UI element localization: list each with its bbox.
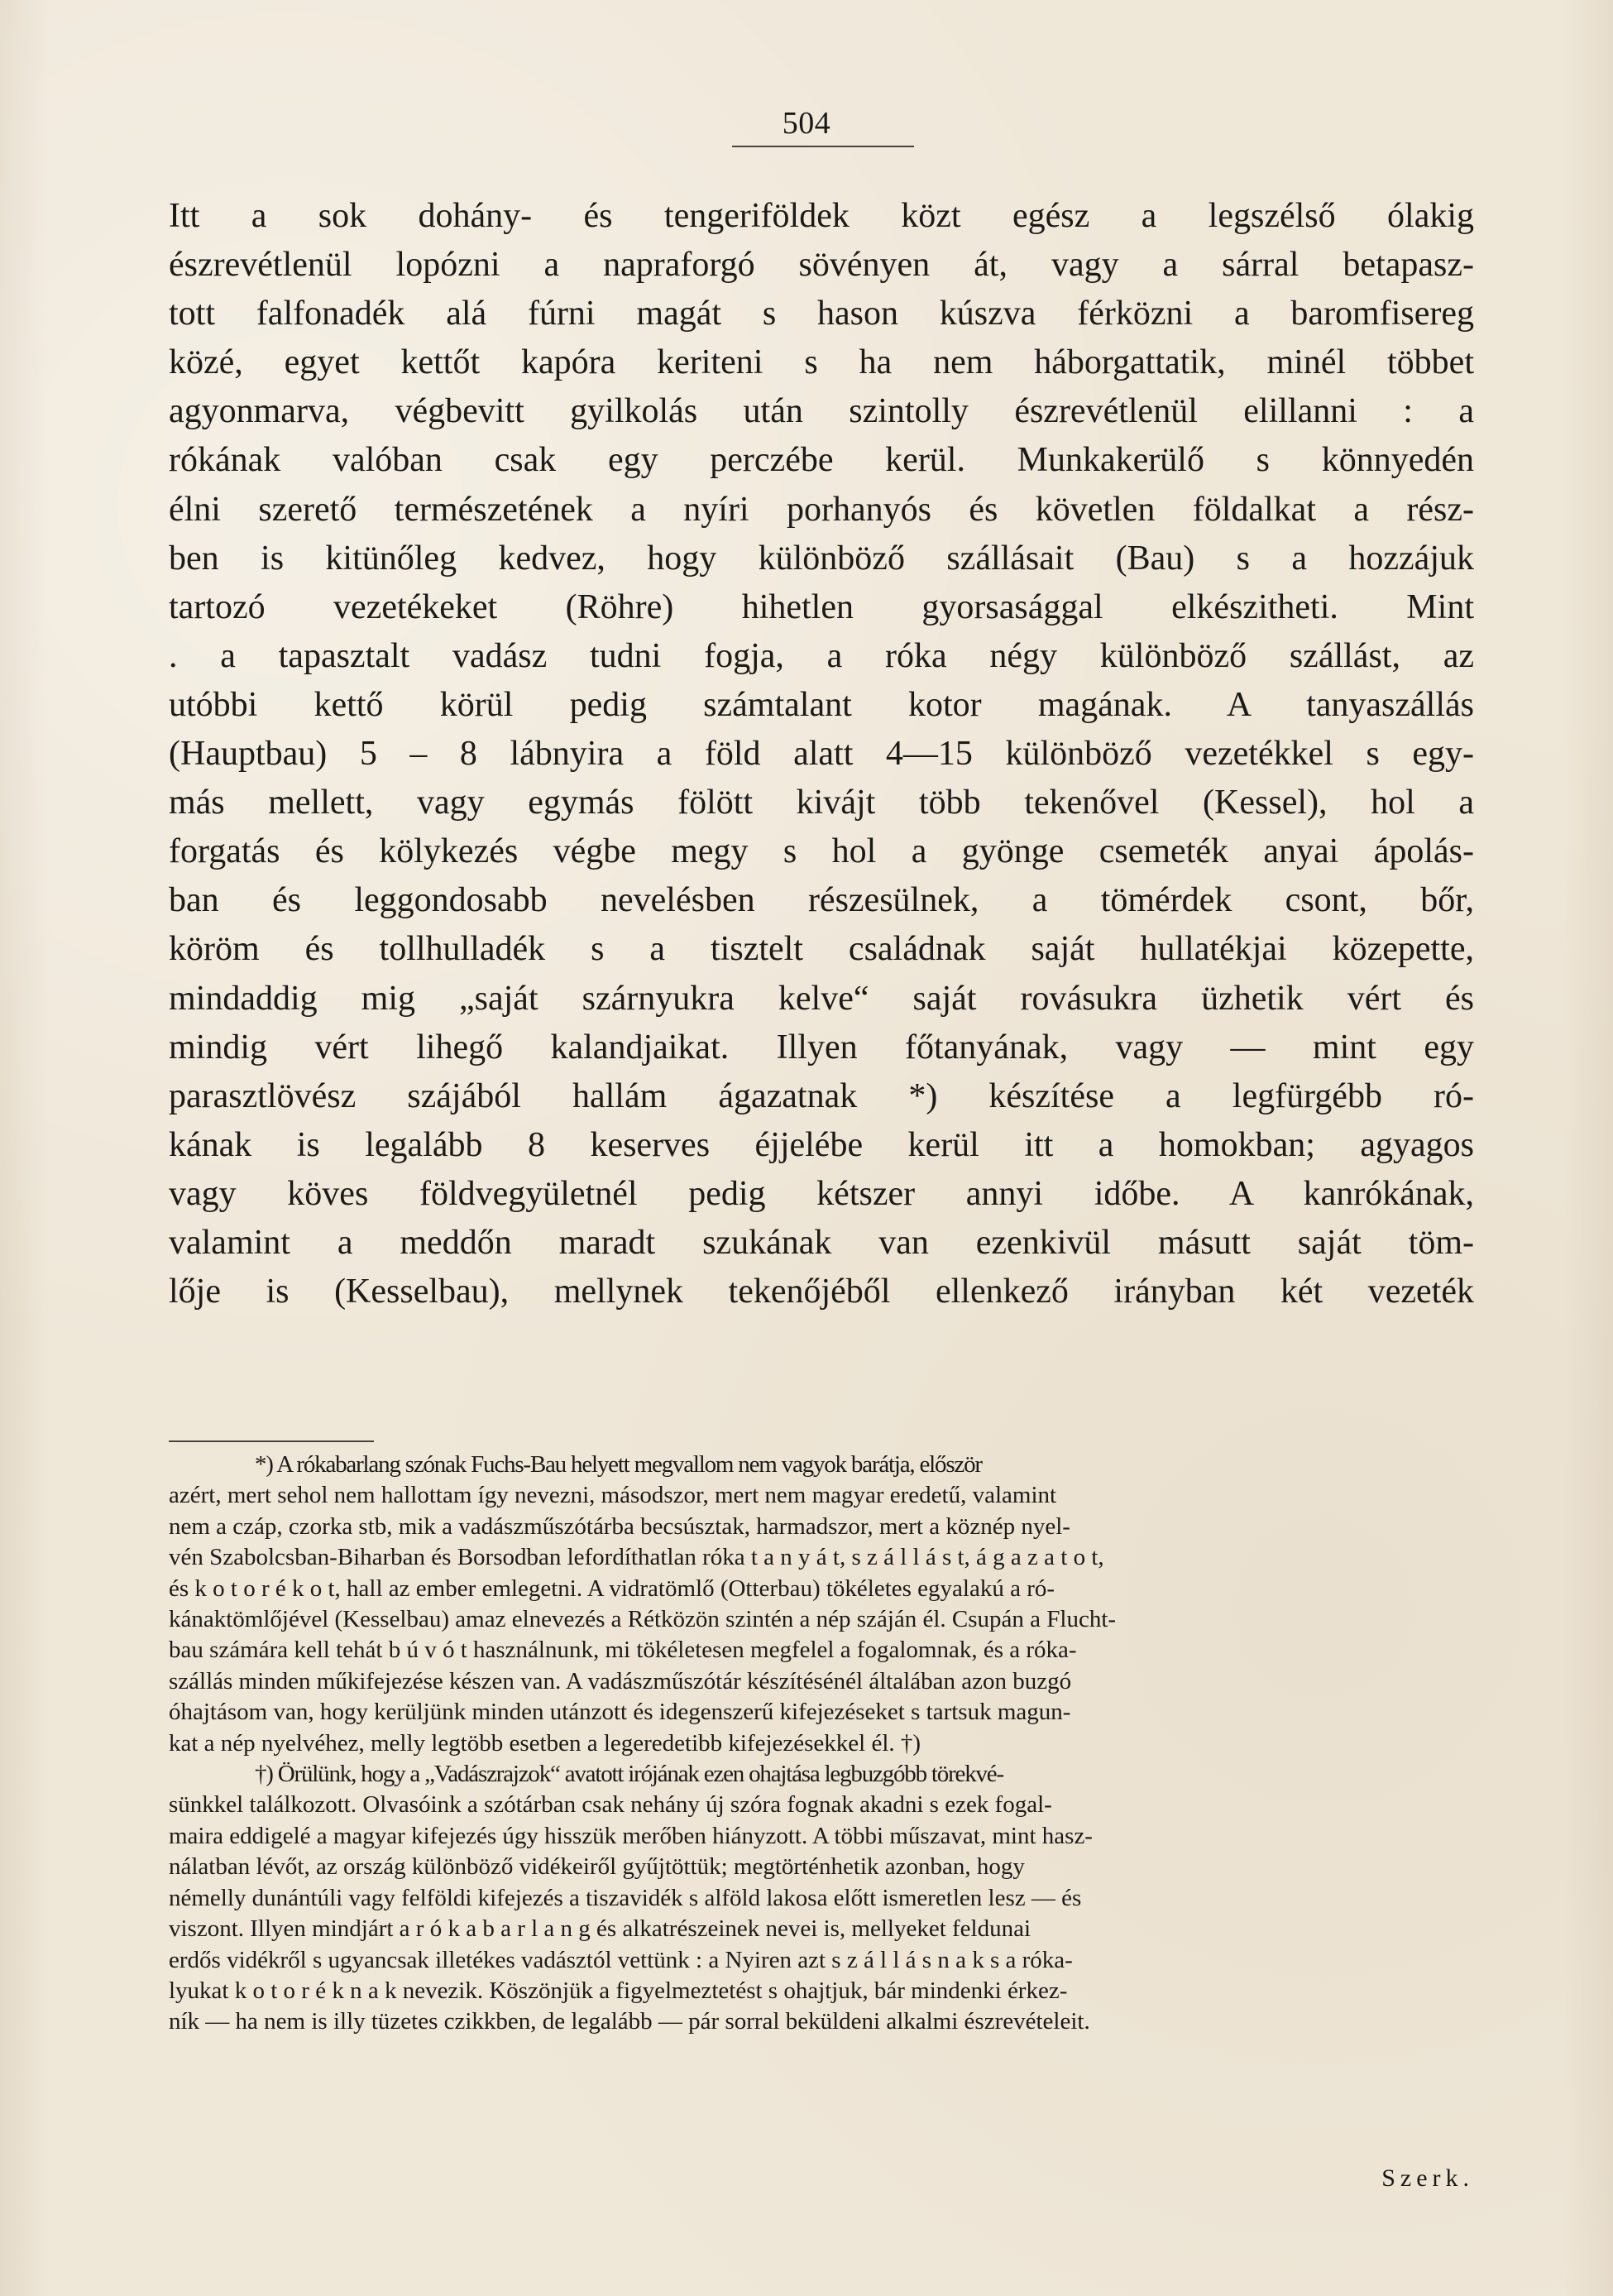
body-text-line: közé, egyet kettőt kapóra keriteni s ha nem háborgattatik, minél többet	[169, 343, 1474, 382]
body-text-line: rókának valóban csak egy perczébe kerül. Munkakerülő s könnyedén	[169, 441, 1474, 480]
body-text-line: tott falfonadék alá fúrni magát s hason kúszva férközni a baromfisereg	[169, 295, 1474, 333]
footnote-line: óhajtásom van, hogy kerüljünk minden utánzott és idegenszerű kifejezéseket s tartsuk magun-	[169, 1699, 1071, 1726]
body-text-line: . a tapasztalt vadász tudni fogja, a róka négy különböző szállást, az	[169, 636, 1474, 675]
footnote-line: kánaktömlőjével (Kesselbau) amaz elnevezés a Rétközön szintén a nép száján él. Csupán a Flucht-	[169, 1606, 1117, 1633]
footnote-line: nem a czáp, czorka stb, mik a vadászműszótárba becsúsztak, harmadszor, mert a köznép nyel-	[169, 1512, 1070, 1540]
editor-signature: Szerk.	[1381, 2164, 1474, 2192]
body-text-line: mindig vért lihegő kalandjaikat. Illyen főtanyának, vagy — mint egy	[169, 1028, 1474, 1067]
footnote-line: maira eddigelé a magyar kifejezés úgy hisszük merőben hiányzott. A többi műszavat, mint hasz-	[169, 1822, 1093, 1849]
body-text-line: ben is kitünőleg kedvez, hogy különböző szállásait (Bau) s a hozzájuk	[169, 539, 1474, 578]
main-body-text	[169, 192, 1474, 1417]
header-rule	[732, 146, 914, 147]
footnote-line: ník — ha nem is illy tüzetes czikkben, de legalább — pár sorral beküldeni alkalmi észrevételeit.	[169, 2008, 1090, 2035]
body-text-line: parasztlövész szájából hallám ágazatnak *) készítése a legfürgébb ró-	[169, 1076, 1474, 1115]
body-text-line: kának is legalább 8 keserves éjjelébe kerül itt a homokban; agyagos	[169, 1125, 1474, 1164]
body-text-line: valamint a meddőn maradt szukának van ezenkivül másutt saját töm-	[169, 1223, 1474, 1262]
footnote-line: viszont. Illyen mindjárt a r ó k a b a r l a n g és alkatrészeinek nevei is, mellyeket feldunai	[169, 1915, 1031, 1943]
body-text-line: tartozó vezetékeket (Röhre) hihetlen gyorsasággal elkészitheti. Mint	[169, 587, 1474, 626]
footnote-rule	[169, 1440, 374, 1442]
footnote-line: lyukat k o t o r é k n a k nevezik. Köszönjük a figyelmeztetést s ohajtjuk, bár mindenki érkez-	[169, 1977, 1068, 2004]
footnote-line: bau számára kell tehát b ú v ó t használnunk, mi tökéletesen megfelel a fogalomnak, és a róka-	[169, 1637, 1077, 1664]
footnote-line: nálatban lévőt, az ország különböző vidékeiről gyűjtöttük; megtörténhetik azonban, hogy	[169, 1853, 1025, 1881]
body-text-line: lője is (Kesselbau), mellynek tekenőjéből ellenkező irányban két vezeték	[169, 1273, 1474, 1311]
footnote-line: *) A rókabarlang szónak Fuchs-Bau helyett megvallom nem vagyok barátja, először	[255, 1451, 982, 1478]
body-text-line: mindaddig mig „saját szárnyukra kelve“ saját rovásukra üzhetik vért és	[169, 979, 1474, 1018]
body-text-line: utóbbi kettő körül pedig számtalant kotor magának. A tanyaszállás	[169, 685, 1474, 724]
body-text-line: vagy köves földvegyületnél pedig kétszer annyi időbe. A kanrókának,	[169, 1174, 1474, 1213]
footnote-line: némelly dunántúli vagy felföldi kifejezés a tiszavidék s alföld lakosa előtt ismeretlen lesz — és	[169, 1884, 1082, 1911]
footnote-line: kat a nép nyelvéhez, melly legtöbb esetben a legeredetibb kifejezésekkel él. †)	[169, 1729, 921, 1757]
footnotes	[169, 1450, 1474, 2169]
body-text-line: forgatás és kölykezés végbe megy s hol a gyönge csemeték anyai ápolás-	[169, 832, 1474, 871]
footnote-line: †) Örülünk, hogy a „Vadászrajzok“ avatott irójának ezen ohajtása legbuzgóbb törekvé-	[255, 1761, 1003, 1788]
body-text-line: más mellett, vagy egymás fölött kivájt több tekenővel (Kessel), hol a	[169, 784, 1474, 822]
footnote-line: és k o t o r é k o t, hall az ember emlegetni. A vidratömlő (Otterbau) tökéletes egyalakú a ró-	[169, 1575, 1055, 1602]
body-text-line: Itt a sok dohány- és tengeriföldek közt egész a legszélső ólakig	[169, 197, 1474, 235]
page-header	[0, 108, 1613, 139]
footnote-line: szállás minden műkifejezése készen van. A vadászműszótár készítésénél általában azon buzgó	[169, 1667, 1072, 1694]
footnote-line: azért, mert sehol nem hallottam így nevezni, másodszor, mert nem magyar eredetű, valamint	[169, 1482, 1057, 1509]
page-number: 504	[782, 106, 831, 141]
body-text-line: ban és leggondosabb nevelésben részesülnek, a tömérdek csont, bőr,	[169, 881, 1474, 920]
body-text-line: (Hauptbau) 5 – 8 lábnyira a föld alatt 4—15 különböző vezetékkel s egy-	[169, 735, 1474, 774]
body-text-line: élni szerető természetének a nyíri porhanyós és követlen földalkat a rész-	[169, 490, 1474, 529]
body-text-line: köröm és tollhulladék s a tisztelt családnak saját hullatékjai közepette,	[169, 930, 1474, 969]
body-text-line: agyonmarva, végbevitt gyilkolás után szintolly észrevétlenül elillanni : a	[169, 392, 1474, 431]
footnote-line: vén Szabolcsban-Biharban és Borsodban lefordíthatlan róka t a n y á t, s z á l l á s t, á g a z a t o t,	[169, 1544, 1104, 1571]
footnote-line: erdős vidékről s ugyancsak illetékes vadásztól vettünk : a Nyiren azt s z á l l á s n a k s a róka-	[169, 1946, 1073, 1973]
footnote-line: sünkkel találkozott. Olvasóink a szótárban csak nehány új szóra fognak akadni s ezek fogal-	[169, 1791, 1052, 1819]
body-text-line: észrevétlenül lopózni a napraforgó sövényen át, vagy a sárral betapasz-	[169, 246, 1474, 285]
